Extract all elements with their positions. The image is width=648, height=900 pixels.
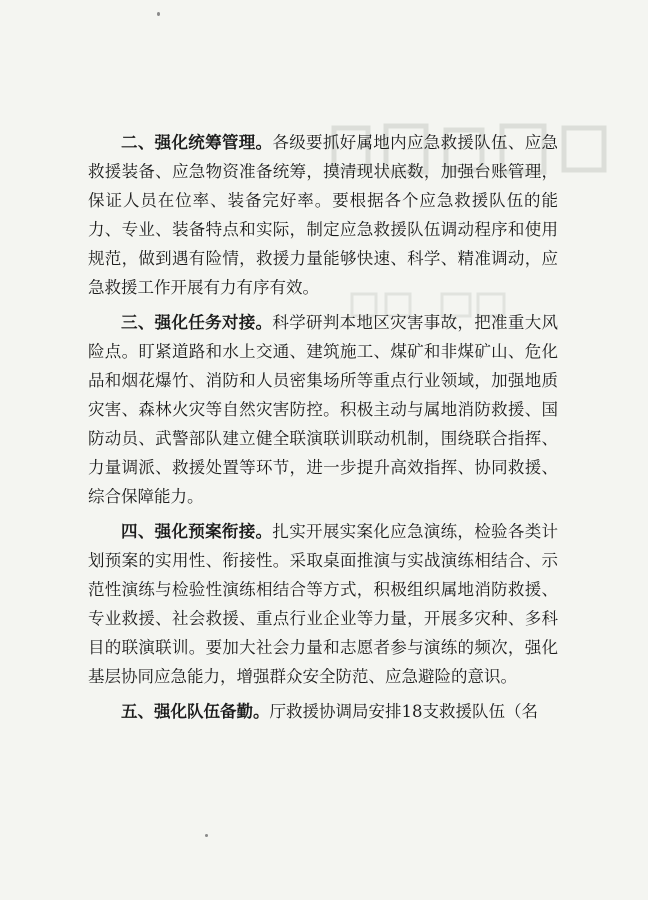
section-text: 厅救援协调局安排18支救援队伍（名 — [269, 702, 538, 721]
section-paragraph-4 — [88, 517, 558, 691]
section-paragraph-3 — [88, 308, 558, 511]
section-heading: 三、强化任务对接。 — [121, 313, 273, 332]
section-text: 科学研判本地区灾害事故，把准重大风险点。盯紧道路和水上交通、建筑施工、煤矿和非煤矿山、危化品和烟花爆竹、消防和人员密集场所等重点行业领域，加强地质灾害、森林火灾等自然灾害防控。积极主动与属地消防救援、国防动员、武警部队建立健全联演联训联动机制，围绕联合指挥、力量调派、救援处置等环节，进一步提升高效指挥、协同救援、综合保障能力。 — [88, 313, 559, 506]
section-paragraph-5 — [88, 697, 558, 726]
section-paragraph-2 — [88, 128, 558, 302]
section-text: 扎实开展实案化应急演练，检验各类计划预案的实用性、衔接性。采取桌面推演与实战演练相结合、示范性演练与检验性演练相结合等方式，积极组织属地消防救援、专业救援、社会救援、重点行业企业等力量，开展多灾种、多科目的联演联训。要加大社会力量和志愿者参与演练的频次，强化基层协同应急能力，增强群众安全防范、应急避险的意识。 — [88, 522, 559, 686]
section-heading: 四、强化预案衔接。 — [121, 522, 273, 541]
scan-speck — [157, 12, 160, 16]
section-heading: 五、强化队伍备勤。 — [121, 702, 270, 721]
section-text: 各级要抓好属地内应急救援队伍、应急救援装备、应急物资准备统筹，摸清现状底数，加强台账管理，保证人员在位率、装备完好率。要根据各个应急救援队伍的能力、专业、装备特点和实际，制定应急救援队伍调动程序和使用规范，做到遇有险情，救援力量能够快速、科学、精准调动，应急救援工作开展有力有序有效。 — [88, 133, 559, 297]
scan-speck — [205, 834, 208, 837]
document-body — [88, 128, 558, 732]
section-heading: 二、强化统筹管理。 — [121, 133, 273, 152]
